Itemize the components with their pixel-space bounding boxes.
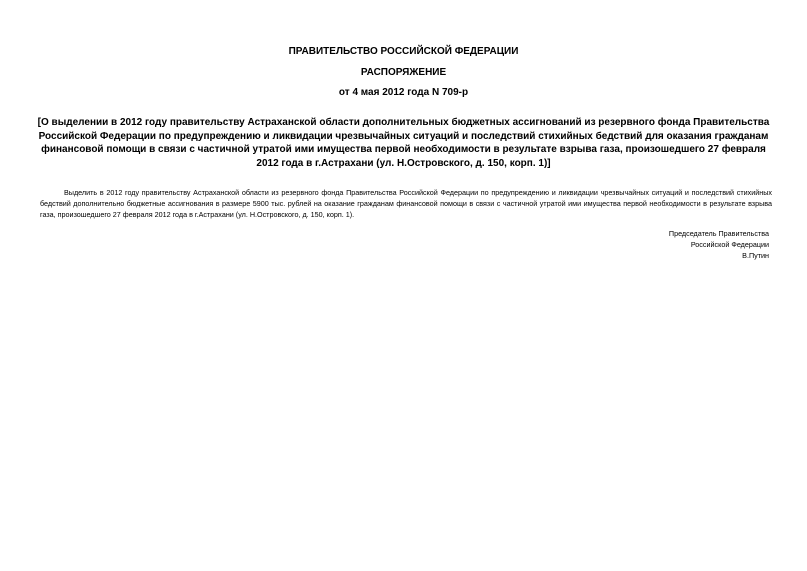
signature-title-line2: Российской Федерации — [690, 240, 769, 249]
document-type: РАСПОРЯЖЕНИЕ — [360, 67, 447, 78]
signature-title-line1: Председатель Правительства — [668, 229, 769, 238]
signature-block — [669, 228, 769, 261]
signature-name: В.Путин — [742, 251, 769, 260]
document-date-number: от 4 мая 2012 года N 709-р — [338, 87, 469, 98]
document-heading: [О выделении в 2012 году правительству Астраханской области дополнительных бюджетных ассигнований из резервного фонда Правительства Российской Федерации по предупреждению и ликвидации чрезвычайных ситуаций и последствий стихийных бедствий для оказания гражданам финансовой помощи в связи с частичной утратой ими имущества первой необходимости в результате взрыва газа, произошедшего 27 февраля 2012 года в г.Астрахани (ул. Н.Островского, д. 150, корп. 1)] — [37, 117, 770, 169]
issuing-organization: ПРАВИТЕЛЬСТВО РОССИЙСКОЙ ФЕДЕРАЦИИ — [288, 46, 519, 57]
document-body: Выделить в 2012 году правительству Астраханской области из резервного фонда Правительства Российской Федерации по предупреждению и ликвидации чрезвычайных ситуаций и последствий стихийных бедствий дополнительно бюджетные ассигнования в размере 5900 тыс. рублей на оказание гражданам финансовой помощи в связи с частичной утратой ими имущества первой необходимости в результате взрыва газа, произошедшего 27 февраля 2012 года в г.Астрахани (ул. Н.Островского, д. 150, корп. 1). — [40, 188, 772, 219]
